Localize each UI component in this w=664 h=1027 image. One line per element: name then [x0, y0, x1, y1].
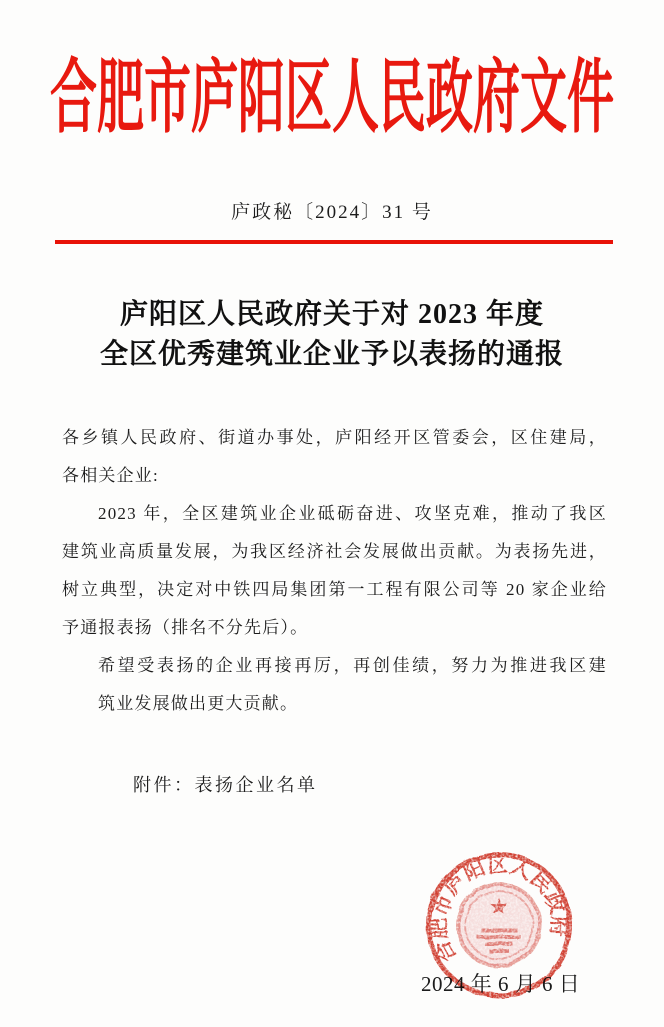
star-icon: [490, 898, 507, 914]
seal-text: 合肥市庐阳区人民政府: [426, 852, 572, 967]
body-line-para1-3: 树立典型，决定对中铁四局集团第一工程有限公司等 20 家企业给: [62, 580, 607, 599]
red-divider-line: [55, 240, 613, 244]
document-title-line1: 庐阳区人民政府关于对 2023 年度: [119, 299, 544, 330]
letterhead-title: 合肥市庐阳区人民政府文件: [50, 54, 614, 145]
attachment-note: 附件：表扬企业名单: [133, 775, 318, 795]
body-line-recipients-1: 各乡镇人民政府、街道办事处，庐阳经开区管委会，区住建局，: [62, 428, 607, 447]
body-line-para1-4: 予通报表扬（排名不分先后）。: [62, 618, 309, 637]
document-date: 2024 年 6 月 6 日: [421, 972, 581, 996]
body-line-para2-2: 筑业发展做出更大贡献。: [98, 694, 299, 713]
national-emblem-icon: [458, 884, 540, 966]
document-number: 庐政秘〔2024〕31 号: [231, 202, 433, 223]
body-line-para1-1: 2023 年，全区建筑业企业砥砺奋进、攻坚克难，推动了我区: [98, 504, 607, 523]
document-title: [0, 295, 664, 375]
document-title-line2: 全区优秀建筑业企业予以表扬的通报: [99, 339, 564, 370]
body-line-recipients-2: 各相关企业:: [62, 466, 159, 485]
body-line-para2-1: 希望受表扬的企业再接再厉，再创佳绩，努力为推进我区建: [98, 656, 607, 675]
document-body: [62, 419, 607, 723]
body-line-para1-2: 建筑业高质量发展，为我区经济社会发展做出贡献。为表扬先进，: [62, 542, 607, 561]
